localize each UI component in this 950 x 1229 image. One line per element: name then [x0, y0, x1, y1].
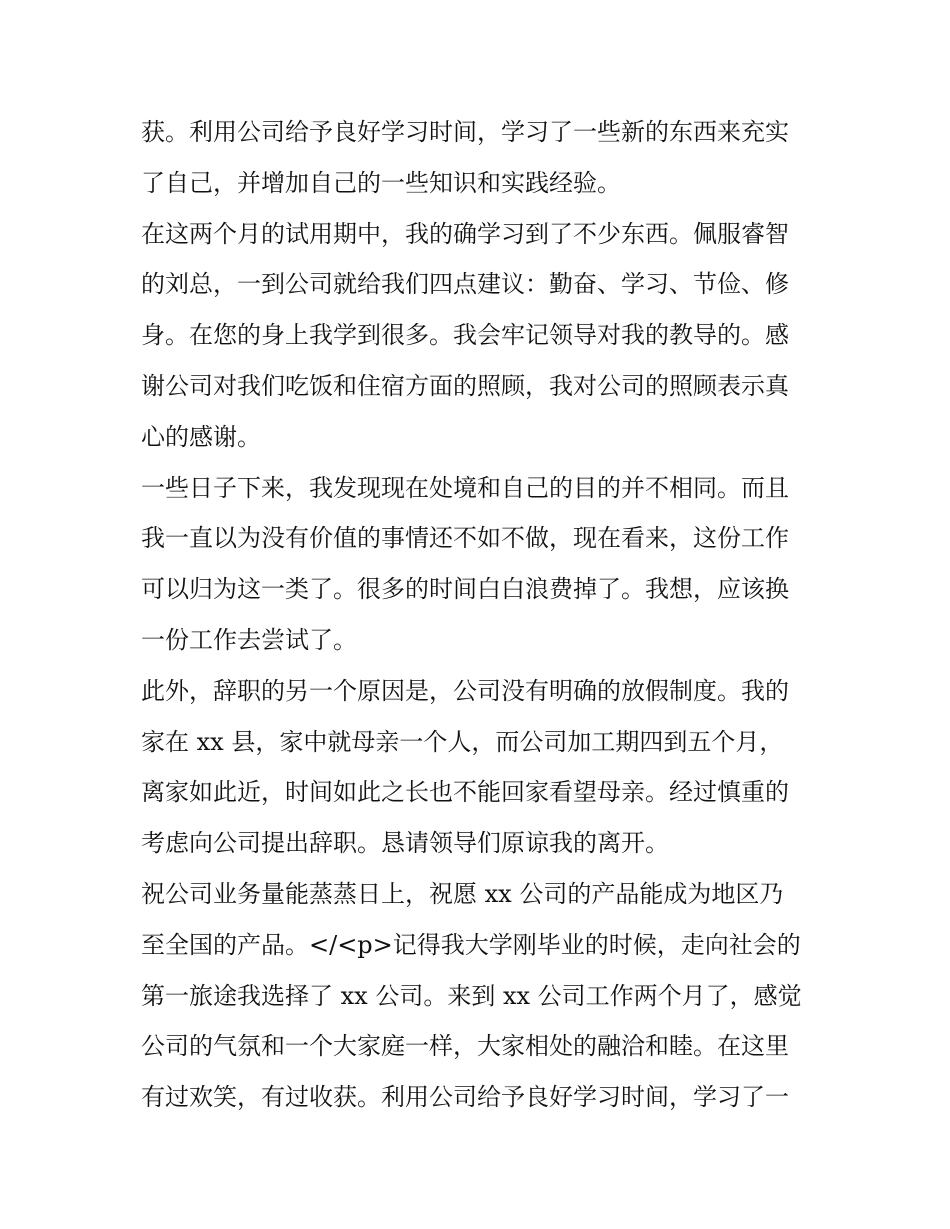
text-line: 祝公司业务量能蒸蒸日上，祝愿 xx 公司的产品能成为地区乃: [141, 879, 784, 908]
text-line: 家在 xx 县，家中就母亲一个人，而公司加工期四到五个月，: [141, 727, 784, 756]
text-line: 了自己，并增加自己的一些知识和实践经验。: [141, 168, 621, 197]
text-line: 在这两个月的试用期中，我的确学习到了不少东西。佩服睿智: [141, 219, 789, 248]
text-line: 我一直以为没有价值的事情还不如不做，现在看来，这份工作: [141, 524, 789, 553]
text-line: 公司的气氛和一个大家庭一样，大家相处的融洽和睦。在这里: [141, 1032, 789, 1061]
text-line: 有过欢笑，有过收获。利用公司给予良好学习时间，学习了一: [141, 1083, 789, 1112]
text-line: 的刘总，一到公司就给我们四点建议：勤奋、学习、节俭、修: [141, 270, 789, 299]
text-line: 身。在您的身上我学到很多。我会牢记领导对我的教导的。感: [141, 321, 789, 350]
text-line: 获。利用公司给予良好学习时间，学习了一些新的东西来充实: [141, 118, 789, 146]
text-line: 一些日子下来，我发现现在处境和自己的目的并不相同。而且: [141, 473, 789, 502]
text-line: 至全国的产品。</<p>记得我大学刚毕业的时候，走向社会的: [141, 930, 801, 959]
text-line: 一份工作去尝试了。: [141, 625, 357, 654]
text-line: 谢公司对我们吃饭和住宿方面的照顾，我对公司的照顾表示真: [141, 371, 789, 400]
text-line: 此外，辞职的另一个原因是，公司没有明确的放假制度。我的: [141, 676, 789, 705]
text-line: 考虑向公司提出辞职。恳请领导们原谅我的离开。: [141, 829, 669, 858]
text-line: 第一旅途我选择了 xx 公司。来到 xx 公司工作两个月了，感觉: [141, 981, 802, 1010]
body-text: [141, 107, 821, 1123]
text-line: 离家如此近，时间如此之长也不能回家看望母亲。经过慎重的: [141, 778, 789, 807]
text-line: 可以归为这一类了。很多的时间白白浪费掉了。我想，应该换: [141, 575, 789, 604]
text-line: 心的感谢。: [141, 422, 261, 451]
